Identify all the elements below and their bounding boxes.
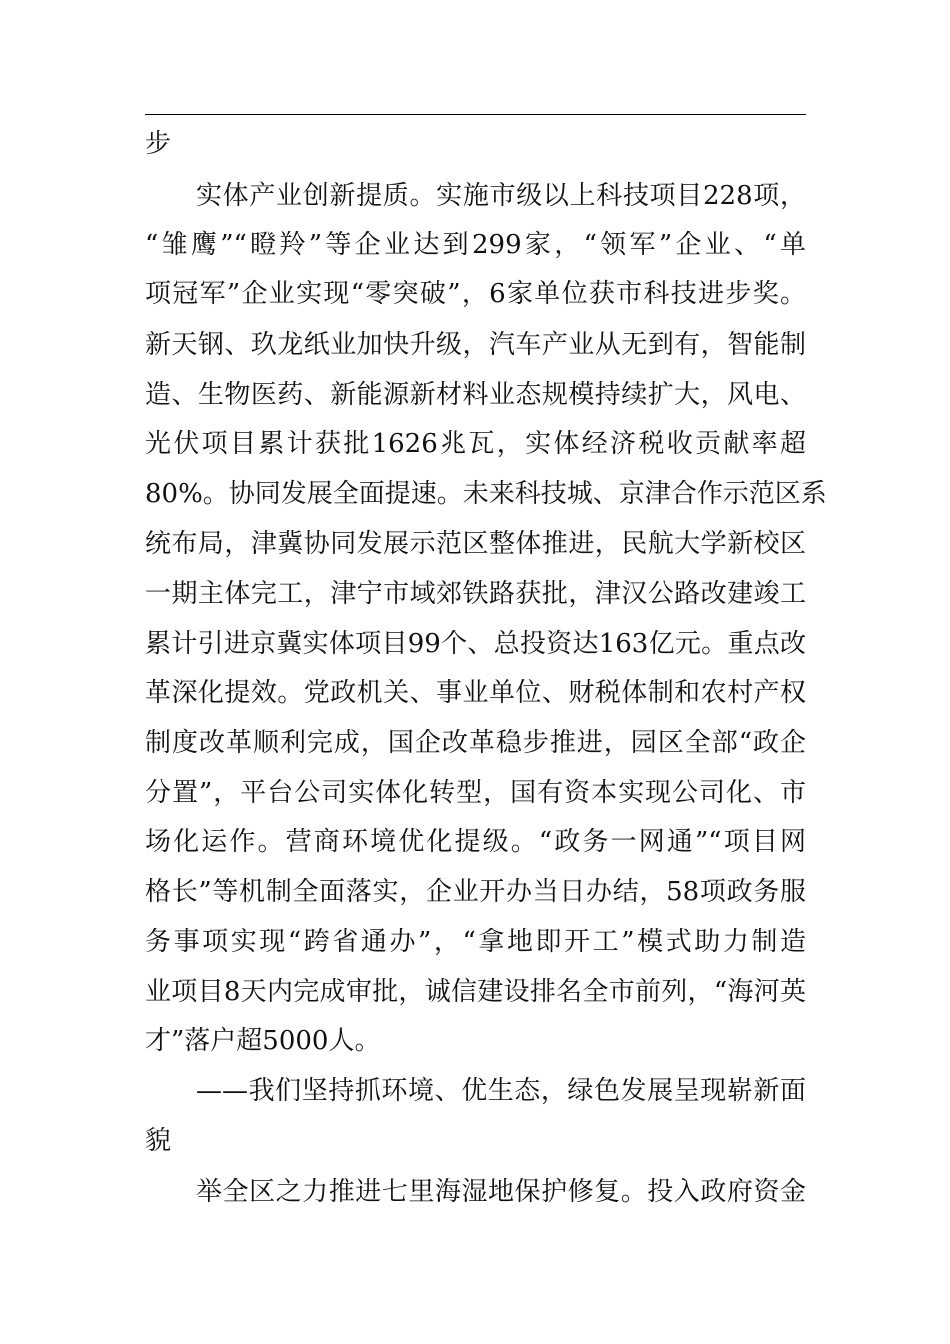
text-line: 光伏项目累计获批1626兆瓦，实体经济税收贡献率超	[145, 429, 806, 459]
text-line: 新天钢、玖龙纸业加快升级，汽车产业从无到有，智能制	[145, 330, 806, 360]
text-line: 业项目8天内完成审批，诚信建设排名全市前列，“海河英	[145, 977, 806, 1007]
text-line: 累计引进京冀实体项目99个、总投资达163亿元。重点改	[145, 629, 806, 659]
text-line: 革深化提效。党政机关、事业单位、财税体制和农村产权	[145, 678, 806, 708]
text-line: 场化运作。营商环境优化提级。“政务一网通”“项目网	[145, 827, 806, 857]
text-line: 务事项实现“跨省通办”，“拿地即开工”模式助力制造	[145, 927, 806, 957]
text-line: 80%。协同发展全面提速。未来科技城、京津合作示范区系	[145, 479, 827, 509]
header-rule	[145, 114, 806, 115]
text-line: 分置”，平台公司实体化转型，国有资本实现公司化、市	[145, 778, 806, 808]
text-line: “雏鹰”“瞪羚”等企业达到299家，“领军”企业、“单	[145, 230, 806, 260]
text-line: 举全区之力推进七里海湿地保护修复。投入政府资金	[196, 1177, 806, 1207]
text-line: 制度改革顺利完成，国企改革稳步推进，园区全部“政企	[145, 728, 806, 758]
text-line: 才”落户超5000人。	[145, 1026, 381, 1056]
section-heading-line: 貌	[145, 1126, 172, 1156]
text-line: 统布局，津冀协同发展示范区整体推进，民航大学新校区	[145, 529, 806, 559]
text-line: 项冠军”企业实现“零突破”，6家单位获市科技进步奖。	[145, 279, 806, 309]
text-line: 格长”等机制全面落实，企业开办当日办结，58项政务服	[145, 877, 806, 907]
text-line: 步	[145, 129, 172, 159]
text-line: 实体产业创新提质。实施市级以上科技项目228项，	[196, 181, 806, 211]
text-line: 一期主体完工，津宁市域郊铁路获批，津汉公路改建竣工	[145, 579, 806, 609]
text-line: 造、生物医药、新能源新材料业态规模持续扩大，风电、	[145, 380, 806, 410]
section-heading-line: ——我们坚持抓环境、优生态，绿色发展呈现崭新面	[196, 1076, 806, 1106]
